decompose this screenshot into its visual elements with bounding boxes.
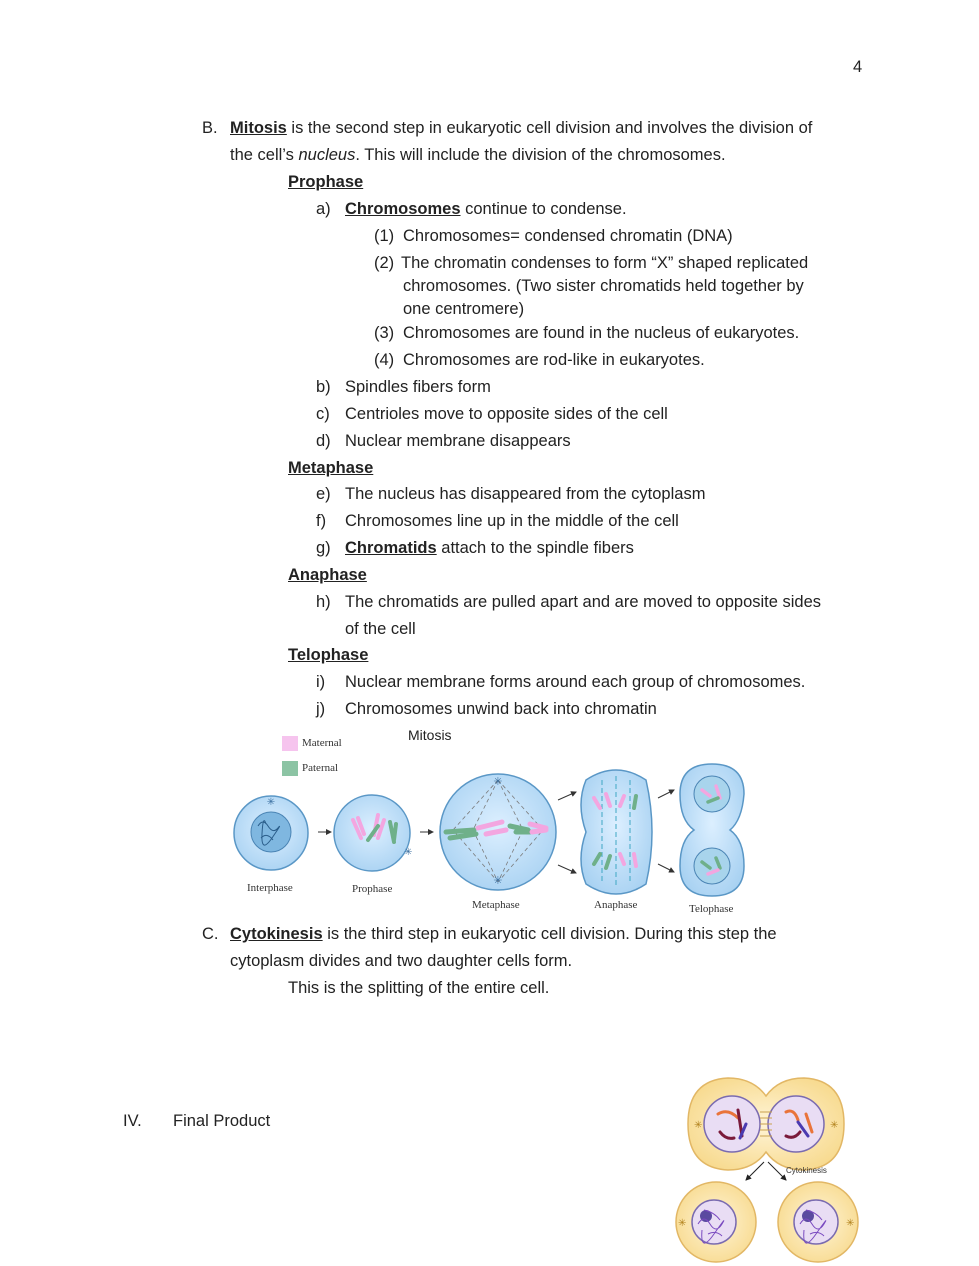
prophase-c-marker: c) bbox=[316, 405, 330, 423]
label-interphase: Interphase bbox=[247, 882, 293, 894]
telophase-heading: Telophase bbox=[288, 646, 369, 664]
svg-text:✳: ✳ bbox=[493, 776, 503, 788]
telophase-i-text: Nuclear membrane forms around each group of chromosomes. bbox=[345, 673, 806, 691]
section-c-line3: This is the splitting of the entire cell. bbox=[288, 979, 550, 997]
sub-4-text: Chromosomes are rod-like in eukaryotes. bbox=[403, 351, 705, 369]
anaphase-h-text: The chromatids are pulled apart and are moved to opposite sides bbox=[345, 593, 822, 611]
section-c-line2: cytoplasm divides and two daughter cells form. bbox=[230, 952, 573, 970]
metaphase-e-text: The nucleus has disappeared from the cytoplasm bbox=[345, 485, 706, 503]
daughter-cell-right bbox=[778, 1182, 858, 1262]
prophase-d-marker: d) bbox=[316, 432, 331, 450]
metaphase-f-marker: f) bbox=[316, 512, 327, 530]
svg-text:✳: ✳ bbox=[678, 1218, 687, 1229]
sub-1-text: Chromosomes= condensed chromatin (DNA) bbox=[403, 227, 733, 245]
metaphase-f-text: Chromosomes line up in the middle of the cell bbox=[345, 512, 679, 530]
metaphase-g-rest: attach to the spindle fibers bbox=[436, 539, 634, 557]
term-cytokinesis: Cytokinesis bbox=[230, 925, 323, 943]
legend-maternal-label: Maternal bbox=[302, 737, 342, 749]
telophase-j-text: Chromosomes unwind back into chromatin bbox=[345, 700, 657, 718]
daughter-cell-left bbox=[676, 1182, 756, 1262]
term-nucleus: nucleus bbox=[298, 146, 356, 164]
prophase-d-text: Nuclear membrane disappears bbox=[345, 432, 571, 450]
prophase-cell bbox=[334, 795, 412, 871]
interphase-cell bbox=[234, 796, 308, 870]
section-b-line1 bbox=[230, 119, 812, 138]
section-b-line2-text: . This will include the division of the chromosomes. bbox=[355, 146, 726, 164]
legend-paternal-label: Paternal bbox=[302, 762, 339, 774]
anaphase-h-cont: of the cell bbox=[345, 620, 416, 638]
svg-text:✳: ✳ bbox=[404, 847, 413, 858]
svg-text:✳: ✳ bbox=[266, 797, 276, 808]
section-c-line1 bbox=[230, 925, 777, 944]
page-number: 4 bbox=[853, 58, 863, 76]
term-mitosis: Mitosis bbox=[230, 119, 287, 137]
sub-1-marker: (1) bbox=[374, 227, 395, 245]
telophase-i-marker: i) bbox=[316, 673, 326, 691]
metaphase-g-text bbox=[345, 539, 634, 558]
sub-2-text: The chromatin condenses to form “X” shaped replicated bbox=[401, 254, 809, 272]
section-iv-marker: IV. bbox=[123, 1112, 142, 1130]
prophase-a-rest: continue to condense. bbox=[460, 200, 627, 218]
anaphase-heading: Anaphase bbox=[288, 566, 367, 584]
section-b-line2 bbox=[230, 146, 726, 165]
label-metaphase: Metaphase bbox=[472, 899, 520, 911]
label-anaphase: Anaphase bbox=[594, 899, 638, 911]
term-chromosomes: Chromosomes bbox=[345, 200, 461, 218]
label-telophase: Telophase bbox=[689, 903, 734, 915]
prophase-b-marker: b) bbox=[316, 378, 331, 396]
svg-text:✳: ✳ bbox=[830, 1120, 839, 1131]
telophase-cell bbox=[680, 764, 744, 896]
legend-maternal-swatch bbox=[282, 736, 298, 751]
mitosis-diagram bbox=[228, 760, 758, 910]
prophase-b-text: Spindles fibers form bbox=[345, 378, 491, 396]
sub-4-marker: (4) bbox=[374, 351, 395, 369]
prophase-c-text: Centrioles move to opposite sides of the cell bbox=[345, 405, 668, 423]
telophase-j-marker: j) bbox=[316, 700, 326, 718]
metaphase-e-marker: e) bbox=[316, 485, 331, 503]
section-b-line2-start: the cell’s bbox=[230, 146, 299, 164]
svg-text:✳: ✳ bbox=[493, 875, 503, 887]
cytokinesis-label: Cytokinesis bbox=[786, 1166, 827, 1175]
metaphase-cell bbox=[440, 774, 556, 890]
sub-2-cont2: one centromere) bbox=[403, 300, 525, 318]
anaphase-cell bbox=[581, 770, 652, 894]
section-c-marker: C. bbox=[202, 925, 219, 943]
sub-3-text: Chromosomes are found in the nucleus of eukaryotes. bbox=[403, 324, 800, 342]
svg-text:✳: ✳ bbox=[694, 1120, 703, 1131]
svg-text:✳: ✳ bbox=[846, 1218, 855, 1229]
label-prophase: Prophase bbox=[352, 883, 393, 895]
section-b-line1-text: is the second step in eukaryotic cell division and involves the division of bbox=[286, 119, 813, 137]
term-chromatids: Chromatids bbox=[345, 539, 437, 557]
sub-2-cont1: chromosomes. (Two sister chromatids held together by bbox=[403, 277, 804, 295]
sub-2-marker: (2) bbox=[374, 254, 395, 272]
dividing-cell bbox=[688, 1078, 844, 1170]
section-iv-text: Final Product bbox=[173, 1112, 271, 1130]
mitosis-figure-title: Mitosis bbox=[408, 727, 452, 743]
section-c-line1-text: is the third step in eukaryotic cell division. During this step the bbox=[322, 925, 777, 943]
metaphase-g-marker: g) bbox=[316, 539, 331, 557]
anaphase-h-marker: h) bbox=[316, 593, 331, 611]
prophase-a-marker: a) bbox=[316, 200, 331, 218]
sub-3-marker: (3) bbox=[374, 324, 395, 342]
section-b-marker: B. bbox=[202, 119, 218, 137]
prophase-heading: Prophase bbox=[288, 173, 364, 191]
metaphase-heading: Metaphase bbox=[288, 459, 374, 477]
prophase-a-text bbox=[345, 200, 627, 219]
cytokinesis-diagram bbox=[668, 1074, 864, 1264]
